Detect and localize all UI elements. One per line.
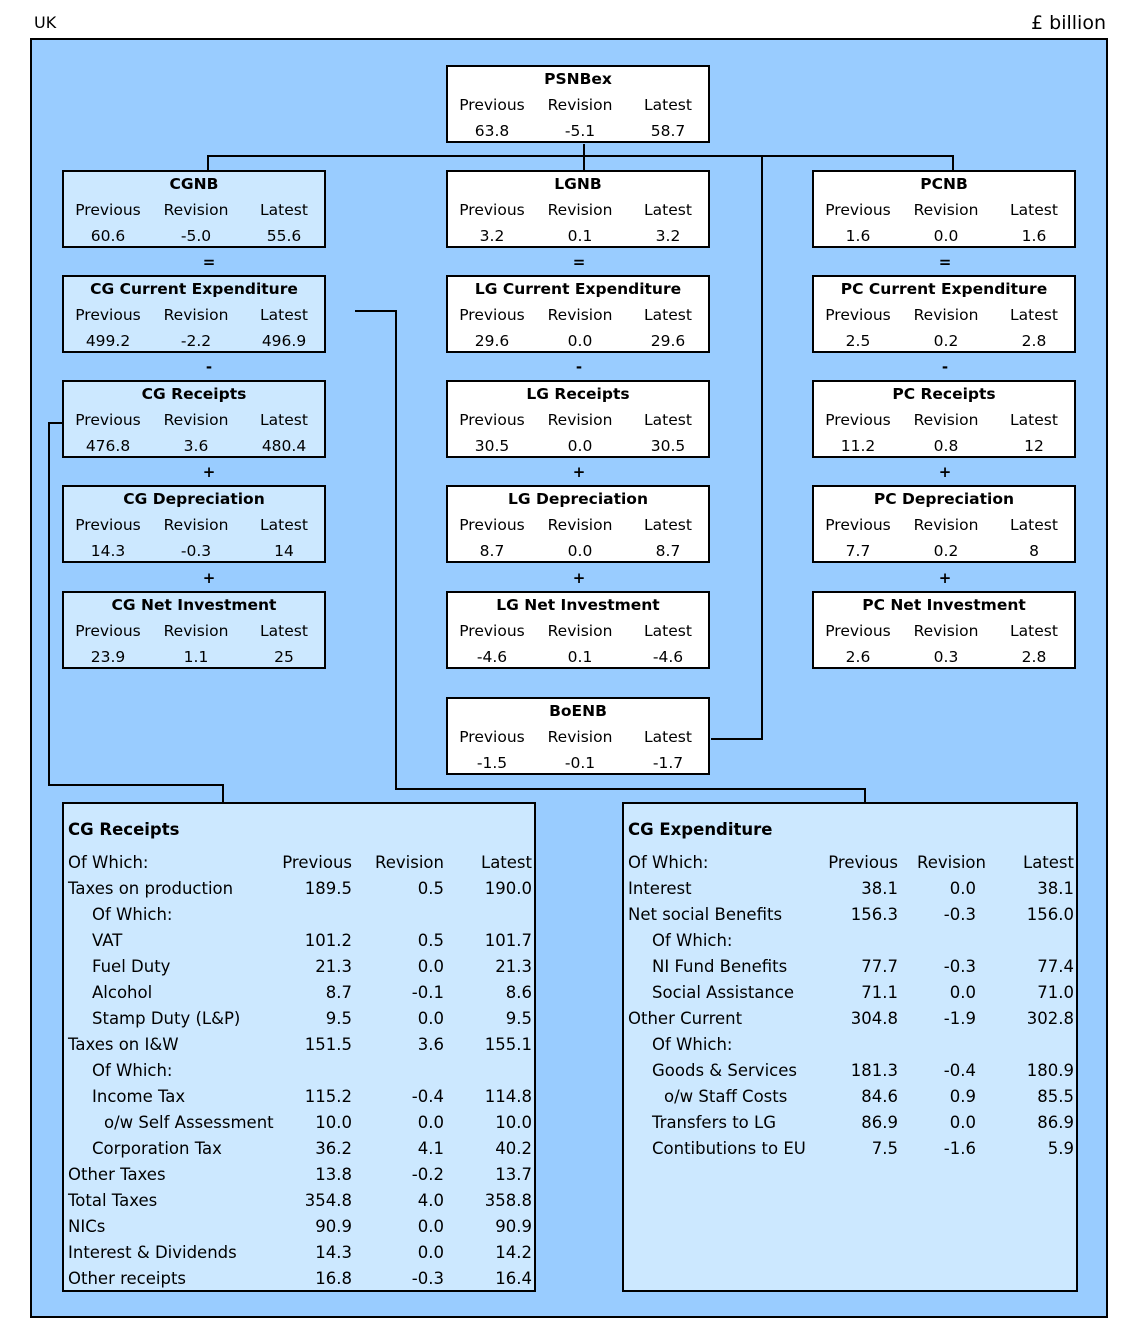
revision-value: -5.0 <box>180 227 212 245</box>
previous-value: 63.8 <box>474 122 510 140</box>
cg-net-investment-box <box>62 591 326 669</box>
row-previous: 354.8 <box>304 1191 352 1210</box>
col-header-previous: Previous <box>459 728 525 746</box>
cg-receipts-box <box>62 380 326 458</box>
row-label: Other Taxes <box>68 1165 166 1184</box>
row-latest: 77.4 <box>1037 957 1074 976</box>
previous-value: 499.2 <box>85 332 131 350</box>
connector-boenb-vertical <box>761 155 763 740</box>
table-header-row <box>64 853 534 879</box>
row-latest: 86.9 <box>1037 1113 1074 1132</box>
latest-value: 2.8 <box>1021 332 1047 350</box>
row-revision: 4.1 <box>417 1139 444 1158</box>
row-previous: 38.1 <box>861 879 898 898</box>
plus-operator: + <box>938 569 952 587</box>
revision-value: 0.0 <box>933 227 959 245</box>
row-label: Of Which: <box>92 905 173 924</box>
col-header-previous: Previous <box>825 622 891 640</box>
connector-cgrec-drop <box>222 784 224 804</box>
box-title: LGNB <box>554 175 602 193</box>
row-label: Other receipts <box>68 1269 187 1288</box>
table-row <box>624 983 1076 1009</box>
revision-value: 0.0 <box>567 542 593 560</box>
pc-current-expenditure-box <box>812 275 1076 353</box>
previous-value: 2.5 <box>845 332 871 350</box>
table-row <box>64 1009 534 1035</box>
cgnb-box <box>62 170 326 248</box>
row-label: Fuel Duty <box>92 957 171 976</box>
latest-value: 14 <box>274 542 294 560</box>
col-header-previous: Previous <box>825 306 891 324</box>
row-previous: 151.5 <box>304 1035 352 1054</box>
revision-value: -5.1 <box>564 122 596 140</box>
minus-operator: - <box>575 358 583 376</box>
table-row <box>624 1035 1076 1061</box>
col-header-revision: Revision <box>547 96 613 114</box>
table-row <box>64 879 534 905</box>
row-label: Social Assistance <box>652 983 795 1002</box>
col-header-latest: Latest <box>260 411 308 429</box>
latest-value: 480.4 <box>261 437 307 455</box>
col-header-previous: Previous <box>75 516 141 534</box>
previous-value: 14.3 <box>90 542 126 560</box>
table-row <box>64 1139 534 1165</box>
col-header-latest: Latest <box>644 622 692 640</box>
col-header-previous: Previous <box>459 306 525 324</box>
row-latest: 90.9 <box>495 1217 532 1236</box>
col-header-previous: Previous <box>75 411 141 429</box>
row-revision: -0.4 <box>943 1061 976 1080</box>
row-revision: -0.3 <box>943 957 976 976</box>
row-latest: 38.1 <box>1037 879 1074 898</box>
table-row <box>64 1217 534 1243</box>
col-header-revision: Revision <box>913 201 979 219</box>
row-revision: 0.5 <box>417 879 444 898</box>
revision-value: 0.8 <box>933 437 959 455</box>
row-previous: 304.8 <box>850 1009 898 1028</box>
col-header-previous: Previous <box>459 96 525 114</box>
row-latest: 10.0 <box>495 1113 532 1132</box>
table-row <box>624 1087 1076 1113</box>
row-label: NICs <box>68 1217 106 1236</box>
equals-operator: = <box>202 253 216 271</box>
col-header-previous: Previous <box>825 201 891 219</box>
table-row <box>624 905 1076 931</box>
latest-value: 1.6 <box>1021 227 1047 245</box>
row-previous: 13.8 <box>315 1165 352 1184</box>
box-title: PC Receipts <box>892 385 996 403</box>
boenb-box <box>446 697 710 775</box>
row-label: o/w Self Assessment <box>104 1113 274 1132</box>
latest-value: 8 <box>1029 542 1039 560</box>
psnbex-box <box>446 65 710 143</box>
row-previous: 84.6 <box>861 1087 898 1106</box>
row-label: Other Current <box>628 1009 743 1028</box>
revision-value: 0.0 <box>567 437 593 455</box>
row-previous: 189.5 <box>304 879 352 898</box>
col-header-latest: Latest <box>260 516 308 534</box>
previous-value: 1.6 <box>845 227 871 245</box>
col-header-previous: Previous <box>825 516 891 534</box>
row-previous: 71.1 <box>861 983 898 1002</box>
cg-depreciation-box <box>62 485 326 563</box>
row-latest: 40.2 <box>495 1139 532 1158</box>
row-previous: 77.7 <box>861 957 898 976</box>
row-previous: 86.9 <box>861 1113 898 1132</box>
connector-psnbex-down <box>583 144 585 172</box>
row-latest: 190.0 <box>484 879 532 898</box>
row-latest: 114.8 <box>484 1087 532 1106</box>
latest-value: 496.9 <box>261 332 307 350</box>
col-header-revision: Revision <box>163 411 229 429</box>
col-header-latest: Latest <box>260 622 308 640</box>
col-header-latest: Latest <box>644 728 692 746</box>
row-label: Of Which: <box>652 1035 733 1054</box>
col-header-previous: Previous <box>75 306 141 324</box>
row-revision: 0.0 <box>949 1113 976 1132</box>
col-header-revision: Revision <box>913 306 979 324</box>
previous-value: 2.6 <box>845 648 871 666</box>
table-row <box>64 905 534 931</box>
row-revision: 4.0 <box>417 1191 444 1210</box>
box-title: PC Depreciation <box>873 490 1015 508</box>
latest-value: -1.7 <box>652 754 684 772</box>
row-label: Income Tax <box>92 1087 186 1106</box>
row-label: Interest <box>628 879 692 898</box>
col-header-revision: Revision <box>163 306 229 324</box>
table-header-row <box>624 853 1076 879</box>
revision-value: 0.1 <box>567 648 593 666</box>
table-row <box>64 1269 534 1295</box>
box-title: CG Depreciation <box>123 490 265 508</box>
connector-cgexp-vertical <box>395 310 397 790</box>
row-label: Interest & Dividends <box>68 1243 237 1262</box>
row-latest: 14.2 <box>495 1243 532 1262</box>
pcnb-box <box>812 170 1076 248</box>
table-row <box>64 1113 534 1139</box>
latest-value: 25 <box>274 648 294 666</box>
row-label: Contibutions to EU <box>652 1139 806 1158</box>
row-revision: -1.9 <box>943 1009 976 1028</box>
row-previous: 8.7 <box>325 983 352 1002</box>
col-header-revision: Revision <box>163 201 229 219</box>
revision-value: -2.2 <box>180 332 212 350</box>
col-header-revision: Revision <box>163 516 229 534</box>
table-row <box>624 931 1076 957</box>
plus-operator: + <box>938 463 952 481</box>
box-title: LG Current Expenditure <box>474 280 682 298</box>
row-label: Of Which: <box>92 1061 173 1080</box>
row-previous: 181.3 <box>850 1061 898 1080</box>
revision-value: 0.2 <box>933 332 959 350</box>
col-header-revision: Revision <box>547 622 613 640</box>
col-header-latest: Latest <box>260 306 308 324</box>
row-revision: -0.3 <box>411 1269 444 1288</box>
row-previous: 115.2 <box>304 1087 352 1106</box>
row-latest: 5.9 <box>1047 1139 1074 1158</box>
row-label: Transfers to LG <box>652 1113 776 1132</box>
row-revision: 0.0 <box>417 1009 444 1028</box>
col-header-revision: Revision <box>547 411 613 429</box>
pc-net-investment-box <box>812 591 1076 669</box>
latest-value: 8.7 <box>655 542 681 560</box>
box-title: CG Receipts <box>141 385 247 403</box>
connector-top-bus <box>207 155 954 157</box>
row-revision: 0.9 <box>949 1087 976 1106</box>
col-header-latest: Latest <box>260 201 308 219</box>
col-header-previous: Previous <box>459 516 525 534</box>
revision-value: 0.0 <box>567 332 593 350</box>
col-header-previous: Previous <box>459 411 525 429</box>
col-header-previous: Previous <box>75 201 141 219</box>
minus-operator: - <box>941 358 949 376</box>
row-revision: -0.3 <box>943 905 976 924</box>
row-revision: 0.0 <box>949 879 976 898</box>
latest-value: 3.2 <box>655 227 681 245</box>
row-previous: 90.9 <box>315 1217 352 1236</box>
table-row <box>624 879 1076 905</box>
latest-value: 12 <box>1024 437 1044 455</box>
table-row <box>624 957 1076 983</box>
latest-value: -4.6 <box>652 648 684 666</box>
col-header-revision: Revision <box>913 411 979 429</box>
col-header-revision: Revision <box>547 201 613 219</box>
row-previous: 101.2 <box>304 931 352 950</box>
lg-current-expenditure-box <box>446 275 710 353</box>
table-row <box>64 1061 534 1087</box>
col-header-latest: Latest <box>644 306 692 324</box>
col-header-previous: Previous <box>459 201 525 219</box>
plus-operator: + <box>202 569 216 587</box>
row-label: Total Taxes <box>68 1191 158 1210</box>
row-latest: 21.3 <box>495 957 532 976</box>
row-latest: 180.9 <box>1026 1061 1074 1080</box>
equals-operator: = <box>572 253 586 271</box>
col-header-revision: Revision <box>913 516 979 534</box>
latest-value: 2.8 <box>1021 648 1047 666</box>
row-latest: 156.0 <box>1026 905 1074 924</box>
row-label: Net social Benefits <box>628 905 783 924</box>
col-header-previous: Previous <box>75 622 141 640</box>
row-previous: 14.3 <box>315 1243 352 1262</box>
revision-value: 3.6 <box>183 437 209 455</box>
box-title: LG Depreciation <box>508 490 648 508</box>
row-revision: -1.6 <box>943 1139 976 1158</box>
header-previous: Previous <box>282 853 352 872</box>
plus-operator: + <box>572 569 586 587</box>
revision-value: 0.1 <box>567 227 593 245</box>
col-header-revision: Revision <box>547 516 613 534</box>
header-latest: Latest <box>481 853 532 872</box>
row-latest: 302.8 <box>1026 1009 1074 1028</box>
row-revision: 0.0 <box>417 1113 444 1132</box>
latest-value: 29.6 <box>650 332 686 350</box>
box-title: LG Receipts <box>526 385 630 403</box>
revision-value: -0.3 <box>180 542 212 560</box>
region-label: UK <box>34 13 57 32</box>
connector-cgrec-vertical <box>48 422 50 786</box>
cg-receipts-table <box>62 802 536 1292</box>
table-row <box>624 1009 1076 1035</box>
col-header-latest: Latest <box>1010 411 1058 429</box>
row-previous: 156.3 <box>850 905 898 924</box>
col-header-previous: Previous <box>459 622 525 640</box>
lg-receipts-box <box>446 380 710 458</box>
box-title: PCNB <box>920 175 968 193</box>
box-title: CG Current Expenditure <box>90 280 298 298</box>
col-header-latest: Latest <box>1010 622 1058 640</box>
lg-net-investment-box <box>446 591 710 669</box>
table-row <box>64 1035 534 1061</box>
col-header-latest: Latest <box>644 516 692 534</box>
row-latest: 358.8 <box>484 1191 532 1210</box>
row-latest: 9.5 <box>505 1009 532 1028</box>
previous-value: 476.8 <box>85 437 131 455</box>
previous-value: 11.2 <box>840 437 876 455</box>
row-label: VAT <box>92 931 123 950</box>
header-latest: Latest <box>1023 853 1074 872</box>
row-label: Taxes on production <box>68 879 234 898</box>
box-title: CG Net Investment <box>111 596 277 614</box>
table-row <box>64 1243 534 1269</box>
previous-value: -1.5 <box>476 754 508 772</box>
row-previous: 9.5 <box>325 1009 352 1028</box>
row-latest: 16.4 <box>495 1269 532 1288</box>
table-row <box>64 931 534 957</box>
revision-value: 0.2 <box>933 542 959 560</box>
previous-value: 30.5 <box>474 437 510 455</box>
row-latest: 85.5 <box>1037 1087 1074 1106</box>
lg-depreciation-box <box>446 485 710 563</box>
header-revision: Revision <box>375 853 444 872</box>
latest-value: 58.7 <box>650 122 686 140</box>
previous-value: 23.9 <box>90 648 126 666</box>
col-header-latest: Latest <box>644 201 692 219</box>
row-revision: -0.2 <box>411 1165 444 1184</box>
unit-label: £ billion <box>1031 12 1106 34</box>
box-title: PC Current Expenditure <box>840 280 1048 298</box>
row-revision: -0.4 <box>411 1087 444 1106</box>
col-header-latest: Latest <box>1010 306 1058 324</box>
row-latest: 8.6 <box>505 983 532 1002</box>
row-label: o/w Staff Costs <box>664 1087 788 1106</box>
previous-value: 29.6 <box>474 332 510 350</box>
row-revision: 0.5 <box>417 931 444 950</box>
header-revision: Revision <box>917 853 986 872</box>
row-revision: 0.0 <box>417 1243 444 1262</box>
connector-cgexp-h1 <box>355 310 397 312</box>
table-row <box>624 1139 1076 1165</box>
table-title: CG Receipts <box>68 820 180 839</box>
box-title: BoENB <box>549 702 607 720</box>
col-header-latest: Latest <box>1010 516 1058 534</box>
col-header-latest: Latest <box>1010 201 1058 219</box>
row-latest: 101.7 <box>484 931 532 950</box>
connector-cgexp-h2 <box>395 788 866 790</box>
row-revision: 0.0 <box>417 957 444 976</box>
row-label: Taxes on I&W <box>68 1035 179 1054</box>
table-row <box>64 957 534 983</box>
row-previous: 7.5 <box>871 1139 898 1158</box>
row-previous: 21.3 <box>315 957 352 976</box>
box-title: CGNB <box>169 175 219 193</box>
row-revision: 0.0 <box>949 983 976 1002</box>
table-row <box>64 1087 534 1113</box>
table-row <box>64 1191 534 1217</box>
cg-expenditure-table <box>622 802 1078 1292</box>
row-previous: 16.8 <box>315 1269 352 1288</box>
revision-value: -0.1 <box>564 754 596 772</box>
header-of-which: Of Which: <box>68 853 149 872</box>
revision-value: 0.3 <box>933 648 959 666</box>
table-row <box>64 1165 534 1191</box>
row-label: Goods & Services <box>652 1061 797 1080</box>
equals-operator: = <box>938 253 952 271</box>
row-revision: 0.0 <box>417 1217 444 1236</box>
box-title: PC Net Investment <box>862 596 1026 614</box>
header-previous: Previous <box>828 853 898 872</box>
col-header-revision: Revision <box>547 728 613 746</box>
minus-operator: - <box>205 358 213 376</box>
previous-value: 60.6 <box>90 227 126 245</box>
pc-depreciation-box <box>812 485 1076 563</box>
row-revision: -0.1 <box>411 983 444 1002</box>
box-title: PSNBex <box>544 70 612 88</box>
pc-receipts-box <box>812 380 1076 458</box>
table-row <box>64 983 534 1009</box>
row-latest: 71.0 <box>1037 983 1074 1002</box>
table-row <box>624 1061 1076 1087</box>
row-previous: 10.0 <box>315 1113 352 1132</box>
lgnb-box <box>446 170 710 248</box>
col-header-revision: Revision <box>163 622 229 640</box>
row-label: Alcohol <box>92 983 153 1002</box>
col-header-previous: Previous <box>825 411 891 429</box>
header-of-which: Of Which: <box>628 853 709 872</box>
previous-value: 8.7 <box>479 542 505 560</box>
row-label: NI Fund Benefits <box>652 957 788 976</box>
cg-current-expenditure-box <box>62 275 326 353</box>
row-latest: 13.7 <box>495 1165 532 1184</box>
revision-value: 1.1 <box>183 648 209 666</box>
previous-value: 3.2 <box>479 227 505 245</box>
plus-operator: + <box>572 463 586 481</box>
col-header-latest: Latest <box>644 96 692 114</box>
row-previous: 36.2 <box>315 1139 352 1158</box>
row-revision: 3.6 <box>417 1035 444 1054</box>
row-label: Stamp Duty (L&P) <box>92 1009 241 1028</box>
row-label: Of Which: <box>652 931 733 950</box>
previous-value: -4.6 <box>476 648 508 666</box>
latest-value: 30.5 <box>650 437 686 455</box>
latest-value: 55.6 <box>266 227 302 245</box>
box-title: LG Net Investment <box>496 596 660 614</box>
connector-boenb-horizontal <box>711 738 763 740</box>
previous-value: 7.7 <box>845 542 871 560</box>
connector-cgrec-h2 <box>48 784 224 786</box>
plus-operator: + <box>202 463 216 481</box>
row-latest: 155.1 <box>484 1035 532 1054</box>
col-header-revision: Revision <box>547 306 613 324</box>
row-label: Corporation Tax <box>92 1139 222 1158</box>
table-title: CG Expenditure <box>628 820 773 839</box>
col-header-latest: Latest <box>644 411 692 429</box>
col-header-revision: Revision <box>913 622 979 640</box>
table-row <box>624 1113 1076 1139</box>
